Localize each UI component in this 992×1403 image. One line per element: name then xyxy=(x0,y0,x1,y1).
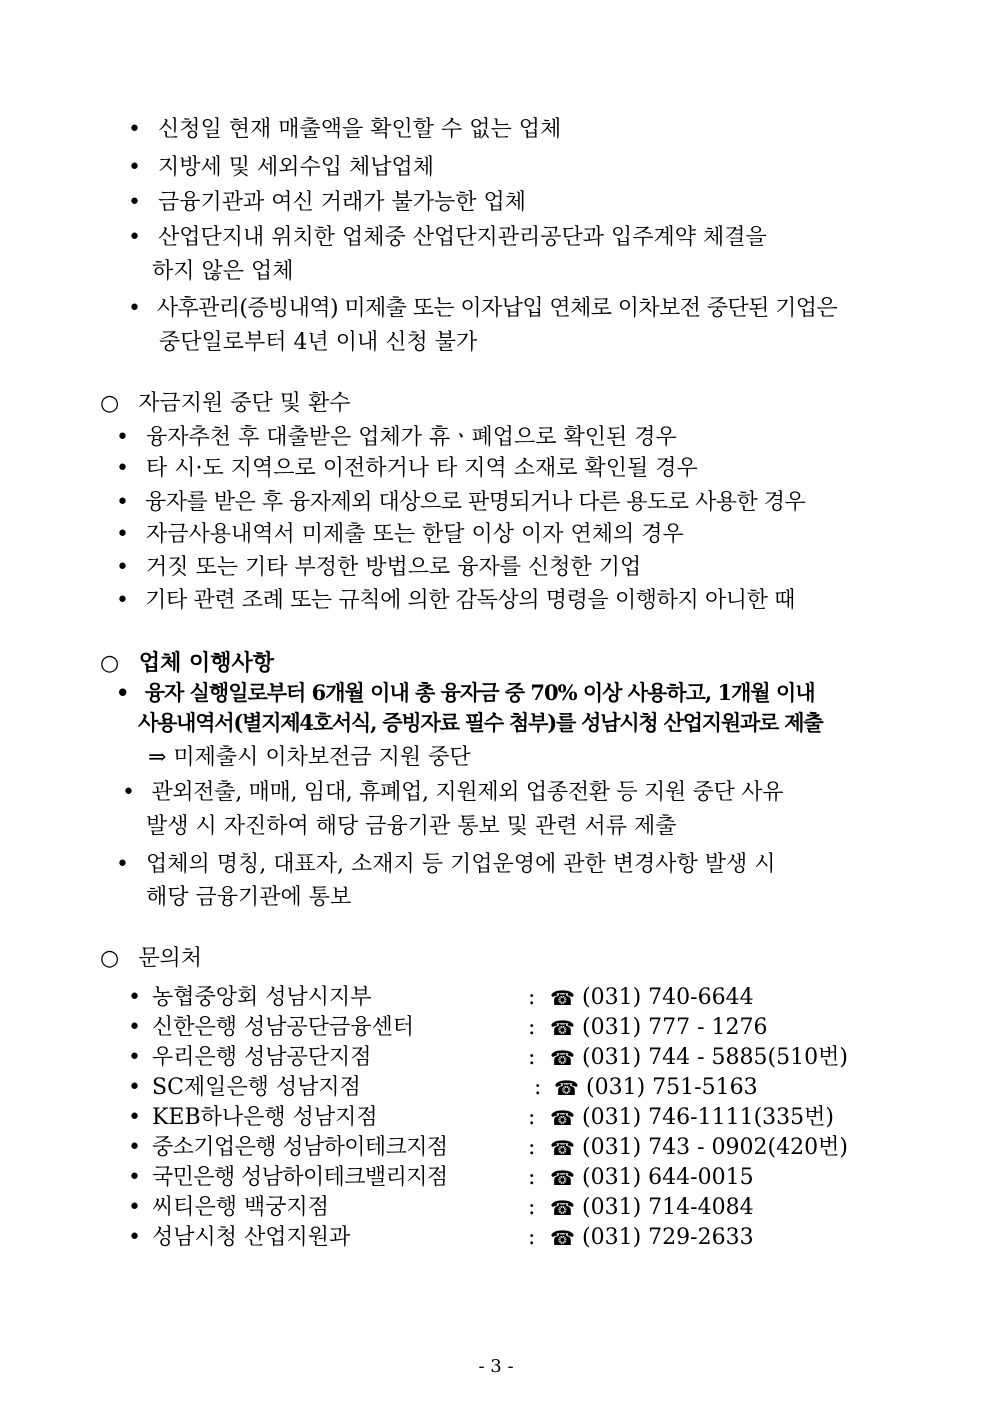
bullet-icon: • xyxy=(128,1015,141,1040)
colon: : xyxy=(528,1015,536,1040)
list-item xyxy=(116,452,698,486)
list-item-continuation: 발생 시 자진하여 해당 금융기관 통보 및 관련 서류 제출 xyxy=(146,814,677,839)
colon: : xyxy=(528,1135,536,1160)
list-item-continuation: 하지 않은 업체 xyxy=(152,259,294,284)
phone-icon: ☎ xyxy=(550,1106,575,1130)
contact-name: KEB하나은행 성남지점 xyxy=(152,1105,378,1130)
list-item-text: 거짓 또는 기타 부정한 방법으로 융자를 신청한 기업 xyxy=(145,555,642,580)
list-item-text: 타 시·도 지역으로 이전하거나 타 지역 소재로 확인될 경우 xyxy=(145,456,698,481)
contact-phone: (031) 744 - 5885(510번) xyxy=(582,1045,848,1070)
section-title: 자금지원 중단 및 환수 xyxy=(138,391,351,416)
bullet-icon: • xyxy=(128,985,141,1010)
contact-phone: (031) 714-4084 xyxy=(582,1195,754,1220)
contact-phone: (031) 777 - 1276 xyxy=(582,1015,768,1040)
contact-phone: (031) 740-6644 xyxy=(582,985,754,1010)
phone-icon: ☎ xyxy=(550,1226,575,1250)
phone-icon: ☎ xyxy=(550,1016,575,1040)
list-item xyxy=(116,676,815,710)
phone-icon: ☎ xyxy=(550,1166,575,1190)
list-item-text: 금융기관과 여신 거래가 불가능한 업체 xyxy=(157,190,526,215)
list-item xyxy=(116,584,795,618)
contact-phone: (031) 644-0015 xyxy=(582,1165,754,1190)
bullet-icon: • xyxy=(128,1225,141,1250)
contact-name: 신한은행 성남공단금융센터 xyxy=(152,1015,415,1040)
list-item-text: 업체의 명칭, 대표자, 소재지 등 기업운영에 관한 변경사항 발생 시 xyxy=(145,852,776,877)
bullet-icon: • xyxy=(116,456,129,481)
phone-icon: ☎ xyxy=(550,1046,575,1070)
bullet-icon: • xyxy=(128,296,141,321)
list-item xyxy=(122,776,783,810)
circle-icon: ○ xyxy=(100,391,120,416)
circle-icon: ○ xyxy=(100,650,120,676)
bullet-icon: • xyxy=(128,1165,141,1190)
list-item-continuation: 중단일로부터 4년 이내 신청 불가 xyxy=(159,330,478,355)
colon: : xyxy=(528,1165,536,1190)
contact-name: 농협중앙회 성남시지부 xyxy=(152,985,372,1010)
section-heading xyxy=(100,942,202,976)
contact-phone: (031) 743 - 0902(420번) xyxy=(582,1135,848,1160)
colon: : xyxy=(528,1105,536,1130)
list-item xyxy=(116,551,641,585)
list-item-text: 산업단지내 위치한 업체중 산업단지관리공단과 입주계약 체결을 xyxy=(157,225,767,250)
section-title: 업체 이행사항 xyxy=(138,650,275,676)
list-item xyxy=(128,292,837,326)
phone-icon: ☎ xyxy=(550,1136,575,1160)
list-item xyxy=(116,421,677,455)
bullet-icon: • xyxy=(116,852,129,877)
contact-phone: (031) 729-2633 xyxy=(582,1225,754,1250)
bullet-icon: • xyxy=(128,1135,141,1160)
colon: : xyxy=(528,985,536,1010)
section-heading xyxy=(100,646,274,680)
bullet-icon: • xyxy=(128,1075,141,1100)
colon: : xyxy=(528,1225,536,1250)
colon: : xyxy=(528,1195,536,1220)
list-item xyxy=(116,518,684,552)
contact-name: 성남시청 산업지원과 xyxy=(152,1225,351,1250)
list-item-text: 신청일 현재 매출액을 확인할 수 없는 업체 xyxy=(157,117,562,142)
list-item-text: 자금사용내역서 미제출 또는 한달 이상 이자 연체의 경우 xyxy=(145,522,684,547)
list-item xyxy=(128,151,434,185)
bullet-icon: • xyxy=(116,425,129,450)
list-item-text: 관외전출, 매매, 임대, 휴폐업, 지원제외 업종전환 등 지원 중단 사유 xyxy=(151,780,784,805)
list-item-text: 융자를 받은 후 융자제외 대상으로 판명되거나 다른 용도로 사용한 경우 xyxy=(144,490,806,515)
phone-icon: ☎ xyxy=(550,1196,575,1220)
bullet-icon: • xyxy=(128,1195,141,1220)
list-item xyxy=(116,848,775,882)
list-item xyxy=(128,113,561,147)
list-item-text: 융자추천 후 대출받은 업체가 휴ㆍ폐업으로 확인된 경우 xyxy=(145,425,677,450)
bullet-icon: • xyxy=(116,522,129,547)
contact-phone: (031) 746-1111(335번) xyxy=(582,1105,834,1130)
circle-icon: ○ xyxy=(100,946,120,971)
contact-name: 국민은행 성남하이테크밸리지점 xyxy=(152,1165,448,1190)
phone-icon: ☎ xyxy=(554,1076,579,1100)
list-item xyxy=(128,186,526,220)
bullet-icon: • xyxy=(116,555,129,580)
bullet-icon: • xyxy=(122,780,135,805)
bullet-icon: • xyxy=(116,588,129,613)
page-number: - 3 - xyxy=(478,1356,514,1377)
list-item-text: 융자 실행일로부터 6개월 이내 총 융자금 중 70% 이상 사용하고, 1개월 이내 xyxy=(144,680,815,705)
contact-name: SC제일은행 성남지점 xyxy=(152,1075,361,1100)
section-title: 문의처 xyxy=(138,946,202,971)
bullet-icon: • xyxy=(116,680,129,705)
bullet-icon: • xyxy=(128,225,141,250)
list-item-text: 사후관리(증빙내역) 미제출 또는 이자납입 연체로 이차보전 중단된 기업은 xyxy=(156,296,838,321)
section-heading xyxy=(100,387,350,421)
contact-name: 우리은행 성남공단지점 xyxy=(152,1045,372,1070)
bullet-icon: • xyxy=(116,490,129,515)
list-item-text: 기타 관련 조례 또는 규칙에 의한 감독상의 명령을 이행하지 아니한 때 xyxy=(145,588,795,613)
contact-name: 중소기업은행 성남하이테크지점 xyxy=(152,1135,448,1160)
bullet-icon: • xyxy=(128,155,141,180)
colon: : xyxy=(534,1075,542,1100)
contact-phone: (031) 751-5163 xyxy=(586,1075,758,1100)
list-item-text: 지방세 및 세외수입 체납업체 xyxy=(157,155,434,180)
list-item-continuation: 사용내역서(별지제4호서식, 증빙자료 필수 첨부)를 성남시청 산업지원과로 제출 xyxy=(138,710,823,735)
bullet-icon: • xyxy=(128,1105,141,1130)
bullet-icon: • xyxy=(128,190,141,215)
colon: : xyxy=(528,1045,536,1070)
list-item xyxy=(116,486,805,520)
bullet-icon: • xyxy=(128,1045,141,1070)
list-item xyxy=(128,221,767,255)
list-item-continuation: 해당 금융기관에 통보 xyxy=(146,885,352,910)
phone-icon: ☎ xyxy=(550,986,575,1010)
bullet-icon: • xyxy=(128,117,141,142)
list-item-note: ⇒ 미제출시 이차보전금 지원 중단 xyxy=(148,745,471,770)
contact-name: 씨티은행 백궁지점 xyxy=(152,1195,330,1220)
